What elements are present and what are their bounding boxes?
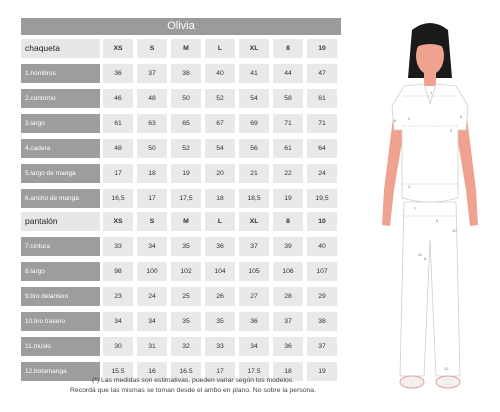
measurement-value-cell: 71 xyxy=(273,114,303,133)
measurement-value-cell: 41 xyxy=(239,64,269,83)
measurement-label: 9.tiro delantero xyxy=(21,287,100,306)
measurement-value-cell: 20 xyxy=(205,164,235,183)
measurement-note xyxy=(38,376,348,396)
scrub-pants xyxy=(400,202,460,376)
size-header-cell: XS xyxy=(103,39,133,58)
section-header-label: chaqueta xyxy=(21,39,100,58)
size-header-cell: 8 xyxy=(273,212,303,231)
chaqueta-section xyxy=(21,39,341,208)
size-header-cell: L xyxy=(205,39,235,58)
measurement-value-cell: 23 xyxy=(103,287,133,306)
measurement-value-cell: 16 xyxy=(137,362,167,381)
measurement-value-cell: 39 xyxy=(273,237,303,256)
measurement-value-cell: 34 xyxy=(103,312,133,331)
measurement-value-cell: 31 xyxy=(137,337,167,356)
measurement-label: 3.largo xyxy=(21,114,100,133)
measurement-value-cell: 65 xyxy=(171,114,201,133)
measurement-value-cell: 50 xyxy=(137,139,167,158)
measurement-value-cell: 69 xyxy=(239,114,269,133)
measurement-value-cell: 40 xyxy=(205,64,235,83)
measurement-value-cell: 26 xyxy=(205,287,235,306)
measurement-value-cell: 35 xyxy=(171,237,201,256)
measurement-marker-7: 7 xyxy=(414,206,417,211)
measurement-marker-9: 9 xyxy=(436,218,439,223)
measurement-label: 4.cadera xyxy=(21,139,100,158)
measurement-value-cell: 56 xyxy=(239,139,269,158)
pantalon-section xyxy=(21,212,341,381)
measurement-value-cell: 46 xyxy=(103,89,133,108)
measurement-label: 7.cintura xyxy=(21,237,100,256)
measurement-value-cell: 67 xyxy=(205,114,235,133)
measurement-label: 11.muslo xyxy=(21,337,100,356)
measurement-value-cell: 47 xyxy=(307,64,337,83)
measurement-value-cell: 61 xyxy=(273,139,303,158)
size-header-cell: 8 xyxy=(273,39,303,58)
measurement-value-cell: 58 xyxy=(273,89,303,108)
measurement-value-cell: 98 xyxy=(103,262,133,281)
measurement-value-cell: 36 xyxy=(239,312,269,331)
measurement-marker-4: 4 xyxy=(408,184,411,189)
measurement-value-cell: 50 xyxy=(171,89,201,108)
size-table xyxy=(21,18,341,381)
measurement-marker-2: 2 xyxy=(408,116,411,121)
measurement-row xyxy=(21,89,341,108)
size-header-cell: S xyxy=(137,39,167,58)
measurement-marker-6: 6 xyxy=(394,118,397,123)
measurement-marker-10: 10 xyxy=(452,228,457,233)
measurement-value-cell: 61 xyxy=(307,89,337,108)
size-header-cell: XL xyxy=(239,39,269,58)
measurement-value-cell: 107 xyxy=(307,262,337,281)
measurement-row xyxy=(21,287,341,306)
measurement-value-cell: 32 xyxy=(171,337,201,356)
measurement-value-cell: 37 xyxy=(137,64,167,83)
size-header-cell: M xyxy=(171,39,201,58)
measurement-value-cell: 29 xyxy=(307,287,337,306)
measurement-value-cell: 17.5 xyxy=(239,362,269,381)
size-header-cell: S xyxy=(137,212,167,231)
measurement-marker-12: 12 xyxy=(444,366,449,371)
size-header-cell: L xyxy=(205,212,235,231)
right-shoe xyxy=(436,376,460,388)
size-header-cell: M xyxy=(171,212,201,231)
measurement-label: 5.largo de manga xyxy=(21,164,100,183)
measurement-value-cell: 18 xyxy=(273,362,303,381)
measurement-value-cell: 48 xyxy=(137,89,167,108)
measurement-value-cell: 38 xyxy=(307,312,337,331)
measurement-row xyxy=(21,237,341,256)
measurement-row xyxy=(21,189,341,208)
size-header-row xyxy=(21,39,341,58)
measurement-value-cell: 18 xyxy=(137,164,167,183)
measurement-value-cell: 17,5 xyxy=(171,189,201,208)
measurement-row xyxy=(21,337,341,356)
measurement-value-cell: 18,5 xyxy=(239,189,269,208)
measurement-value-cell: 35 xyxy=(205,312,235,331)
scrub-top xyxy=(392,84,468,202)
measurement-value-cell: 37 xyxy=(273,312,303,331)
measurement-value-cell: 44 xyxy=(273,64,303,83)
measurement-marker-11: 11 xyxy=(418,252,423,257)
measurement-value-cell: 34 xyxy=(137,237,167,256)
measurement-value-cell: 64 xyxy=(307,139,337,158)
measurement-value-cell: 18 xyxy=(205,189,235,208)
measurement-row xyxy=(21,64,341,83)
note-line-2: Recordá que las mismas se toman desde el ambo en plano. No sobre la persona. xyxy=(70,387,316,394)
measurement-value-cell: 16.5 xyxy=(171,362,201,381)
measurement-value-cell: 34 xyxy=(137,312,167,331)
measurement-value-cell: 33 xyxy=(103,237,133,256)
measurement-value-cell: 48 xyxy=(103,139,133,158)
measurement-value-cell: 24 xyxy=(307,164,337,183)
measurement-label: 10.tiro trasero xyxy=(21,312,100,331)
size-header-cell: 10 xyxy=(307,39,337,58)
measurement-label: 6.ancho de manga xyxy=(21,189,100,208)
table-title: Olivia xyxy=(21,18,341,35)
measurement-marker-5: 5 xyxy=(460,114,463,119)
measurement-value-cell: 104 xyxy=(205,262,235,281)
measurement-value-cell: 30 xyxy=(103,337,133,356)
measurement-value-cell: 24 xyxy=(137,287,167,306)
measurement-value-cell: 19,5 xyxy=(307,189,337,208)
measurement-value-cell: 100 xyxy=(137,262,167,281)
measurement-value-cell: 35 xyxy=(171,312,201,331)
measurement-label: 1.hombros xyxy=(21,64,100,83)
size-header-cell: XL xyxy=(239,212,269,231)
measurement-value-cell: 17 xyxy=(205,362,235,381)
measurement-value-cell: 37 xyxy=(239,237,269,256)
neck-shape xyxy=(424,72,436,86)
size-header-cell: XS xyxy=(103,212,133,231)
measurement-value-cell: 37 xyxy=(307,337,337,356)
measurement-value-cell: 36 xyxy=(205,237,235,256)
measurement-value-cell: 105 xyxy=(239,262,269,281)
measurement-value-cell: 28 xyxy=(273,287,303,306)
measurement-label: 12.botamanga xyxy=(21,362,100,381)
measurement-value-cell: 38 xyxy=(171,64,201,83)
measurement-value-cell: 16,5 xyxy=(103,189,133,208)
measurement-row xyxy=(21,114,341,133)
measurement-value-cell: 17 xyxy=(103,164,133,183)
measurement-value-cell: 27 xyxy=(239,287,269,306)
measurement-value-cell: 36 xyxy=(103,64,133,83)
measurement-value-cell: 106 xyxy=(273,262,303,281)
measurement-label: 2.contorno xyxy=(21,89,100,108)
measurement-row xyxy=(21,139,341,158)
measurement-value-cell: 21 xyxy=(239,164,269,183)
measurement-value-cell: 52 xyxy=(205,89,235,108)
measurement-value-cell: 71 xyxy=(307,114,337,133)
measurement-value-cell: 61 xyxy=(103,114,133,133)
measurement-row xyxy=(21,262,341,281)
measurement-value-cell: 54 xyxy=(239,89,269,108)
left-shoe xyxy=(400,376,424,388)
measurement-value-cell: 33 xyxy=(205,337,235,356)
measurement-value-cell: 25 xyxy=(171,287,201,306)
measurement-row xyxy=(21,164,341,183)
measurement-value-cell: 19 xyxy=(273,189,303,208)
measurement-marker-8: 8 xyxy=(424,256,427,261)
measurement-value-cell: 19 xyxy=(307,362,337,381)
measurement-value-cell: 22 xyxy=(273,164,303,183)
measurement-value-cell: 15.5 xyxy=(103,362,133,381)
measurement-row xyxy=(21,312,341,331)
measurement-value-cell: 36 xyxy=(273,337,303,356)
note-line-1: (*) Las medidas son estimativas, pueden variar según los modelos. xyxy=(91,377,295,384)
measurement-label: 8.largo xyxy=(21,262,100,281)
measurement-value-cell: 102 xyxy=(171,262,201,281)
size-header-cell: 10 xyxy=(307,212,337,231)
section-header-label: pantalón xyxy=(21,212,100,231)
measurement-value-cell: 63 xyxy=(137,114,167,133)
measurement-value-cell: 40 xyxy=(307,237,337,256)
measurement-marker-3: 3 xyxy=(450,128,453,133)
measurement-value-cell: 52 xyxy=(171,139,201,158)
measurement-value-cell: 17 xyxy=(137,189,167,208)
measurement-value-cell: 34 xyxy=(239,337,269,356)
model-figure-illustration xyxy=(374,20,486,400)
measurement-marker-1: 1 xyxy=(430,90,433,95)
measurement-value-cell: 54 xyxy=(205,139,235,158)
measurement-value-cell: 19 xyxy=(171,164,201,183)
size-header-row xyxy=(21,212,341,231)
